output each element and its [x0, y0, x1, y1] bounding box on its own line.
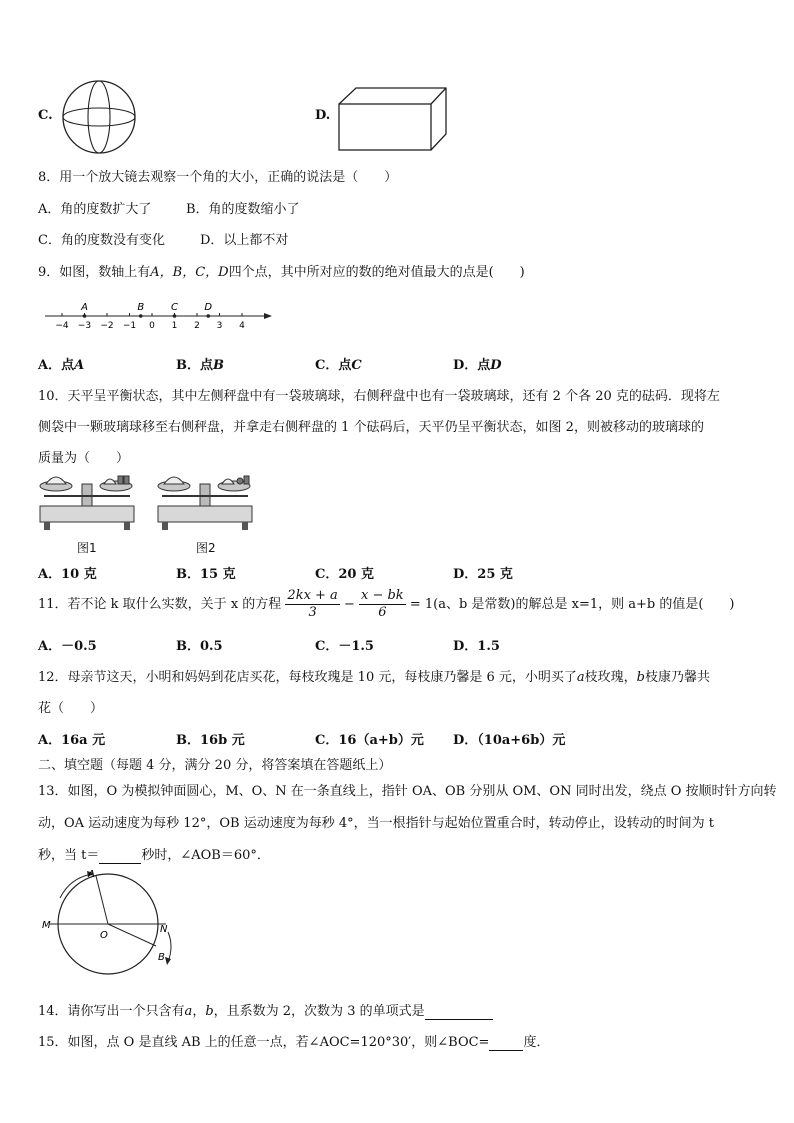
q11-fraction-2: $\frac{x - bk}{6}$ — [361, 588, 404, 620]
q10-line1: 10．天平呈平衡状态，其中左侧秤盘中有一袋玻璃球，右侧秤盘中也有一袋玻璃球，还有 2 个各 20 克的砝码．现将左 — [38, 389, 720, 404]
fig2-caption: 图2 — [196, 541, 216, 555]
q12-option-b: B．16b 元 — [176, 733, 245, 748]
option-d-label: D. — [315, 108, 331, 123]
q9-stem — [38, 261, 525, 280]
number-line-point-label: B — [137, 302, 145, 313]
q10-option-b: B．15 克 — [176, 567, 236, 582]
q10-option-c: C．20 克 — [315, 567, 374, 582]
number-line-tick-label: −1 — [122, 321, 137, 331]
clock-figure — [40, 866, 190, 978]
q10-option-d: D．25 克 — [453, 567, 513, 582]
number-line-point — [173, 314, 177, 318]
number-line-tick-label: 3 — [216, 321, 223, 331]
q11-stem — [38, 588, 735, 621]
number-line-tick-label: 2 — [194, 321, 200, 331]
q9-stem-prefix: 9．如图，数轴上有 — [38, 265, 151, 280]
q12-line2: 花（ ） — [38, 701, 104, 716]
fig1-caption: 图1 — [77, 541, 97, 555]
cuboid-figure — [336, 84, 450, 154]
number-line-figure — [40, 296, 280, 336]
q11-stem-suffix: (a、b 是常数)的解总是 x=1，则 a+b 的值是( ) — [433, 597, 735, 612]
number-line-tick-label: 4 — [239, 321, 245, 331]
q9-option-c: C．点C — [315, 358, 362, 373]
q13-line3: 秒，当 t＝ 秒时，∠AOB＝60°． — [38, 848, 270, 863]
balance-figure-1 — [34, 470, 140, 532]
q11-stem-prefix: 11．若不论 k 取什么实数，关于 x 的方程 — [38, 597, 282, 612]
q13-line1: 13．如图，O 为模拟钟面圆心，M、O、N 在一条直线上，指针 OA、OB 分别从 OM、ON 同时出发，绕点 O 按顺时针方向转 — [38, 784, 777, 799]
option-c-label: C. — [38, 108, 53, 123]
q8-option-d: D．以上都不对 — [200, 233, 289, 248]
q8-option-a: A．角的度数扩大了 — [38, 202, 152, 217]
q11-minus: − — [343, 597, 355, 612]
section-heading: 二、填空题（每题 4 分，满分 20 分，将答案填在答题纸上） — [38, 758, 392, 773]
q14-answer-blank[interactable] — [425, 1004, 493, 1020]
q12-option-a: A．16a 元 — [38, 733, 106, 748]
number-line-tick-label: 1 — [171, 321, 178, 331]
number-line-tick-label: −2 — [100, 321, 114, 331]
number-line-point — [206, 314, 210, 318]
q11-option-c: C．－1.5 — [315, 639, 374, 654]
number-line-tick-label: −3 — [77, 321, 92, 331]
q12-line1: 12．母亲节这天，小明和妈妈到花店买花，每枝玫瑰是 10 元，每枝康乃馨是 6 元，小明买了a枝玫瑰，b枝康乃馨共 — [38, 670, 711, 685]
q8-option-c: C．角的度数没有变化 — [38, 233, 165, 248]
clock-label-n: N — [160, 924, 168, 935]
q11-option-b: B．0.5 — [176, 639, 223, 654]
q8-stem: 8．用一个放大镜去观察一个角的大小，正确的说法是（ ） — [38, 170, 398, 185]
q9-stem-suffix: 四个点，其中所对应的数的绝对值最大的点是( ) — [228, 265, 525, 280]
q14-stem: 14．请你写出一个只含有a，b，且系数为 2，次数为 3 的单项式是 — [38, 1000, 493, 1020]
balance-figure-2 — [152, 470, 258, 532]
q12-option-d: D．（10a+6b）元 — [453, 733, 566, 748]
q10-option-a: A．10 克 — [38, 567, 97, 582]
q8-option-b: B．角的度数缩小了 — [186, 202, 300, 217]
q11-equals: = 1 — [409, 597, 434, 612]
q9-option-b: B．点B — [176, 358, 224, 373]
number-line-point — [83, 314, 87, 318]
sphere-figure — [60, 78, 138, 156]
q11-fraction-1: $\frac{2kx + a}{3}$ — [287, 588, 338, 620]
clock-label-m: M — [42, 920, 51, 931]
q13-answer-blank[interactable] — [99, 848, 141, 864]
q10-line3: 质量为（ ） — [38, 451, 130, 466]
q13-line2: 动，OA 运动速度为每秒 12°，OB 运动速度为每秒 4°，当一根指针与起始位置重合时，转动停止，设转动的时间为 t — [38, 816, 714, 831]
number-line-tick-label: −4 — [55, 321, 69, 331]
number-line-point-label: A — [81, 302, 88, 313]
clock-label-o: O — [100, 930, 108, 941]
clock-label-b: B — [158, 952, 165, 963]
clock-label-a: A — [88, 869, 95, 880]
q9-option-d: D．点D — [453, 358, 502, 373]
q11-option-a: A．－0.5 — [38, 639, 97, 654]
number-line-point — [139, 314, 143, 318]
q15-answer-blank[interactable] — [489, 1035, 523, 1051]
q15-stem: 15．如图，点 O 是直线 AB 上的任意一点，若∠AOC=120°30′，则∠BOC= 度． — [38, 1035, 550, 1050]
q10-line2: 侧袋中一颗玻璃球移至右侧秤盘，并拿走右侧秤盘的 1 个砝码后，天平仍呈平衡状态，如图 2，则被移动的玻璃球的 — [38, 420, 704, 435]
q9-option-a: A．点A — [38, 358, 85, 373]
number-line-point-label: D — [204, 302, 213, 313]
q9-stem-vars: A，B，C，D — [150, 265, 229, 280]
q12-option-c: C．16（a+b）元 — [315, 733, 424, 748]
number-line-tick-label: 0 — [149, 321, 155, 331]
q11-option-d: D．1.5 — [453, 639, 500, 654]
number-line-point-label: C — [171, 302, 178, 313]
